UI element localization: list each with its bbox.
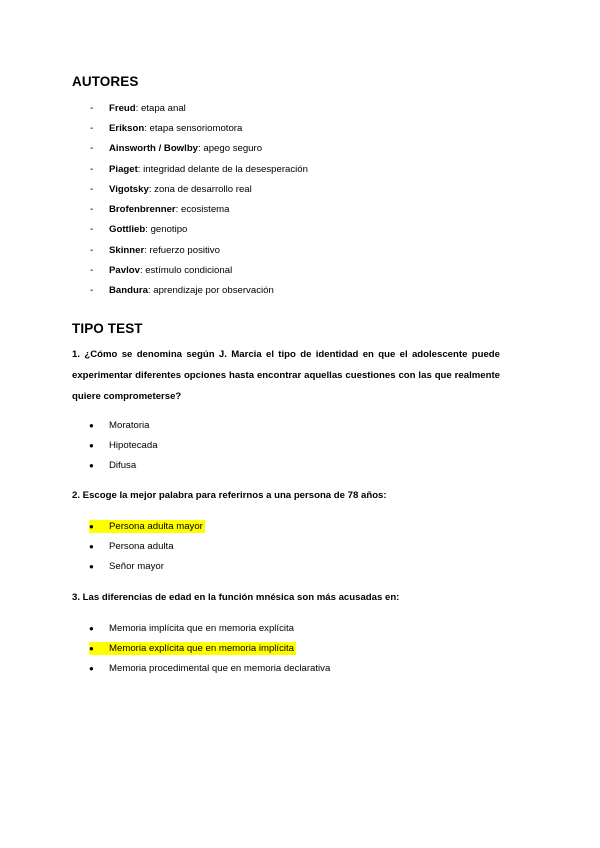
dash-bullet: - [90, 265, 94, 277]
author-name: Bandura [109, 285, 148, 297]
option-item-highlighted [89, 516, 489, 536]
author-separator: : [198, 143, 201, 155]
author-separator: : [147, 285, 151, 297]
question-2-text: 2. Escoge la mejor palabra para referirnos a una persona de 78 años: [72, 490, 387, 501]
author-item [72, 118, 532, 138]
dash-bullet: - [90, 122, 94, 134]
author-separator: : [137, 163, 141, 175]
author-description: aprendizaje por observación [150, 285, 274, 297]
author-name: Gottlieb [109, 224, 146, 236]
author-name: Vigotsky [109, 183, 149, 195]
question-3-text: 3. Las diferencias de edad en la función mnésica son más acusadas en: [72, 592, 400, 603]
author-separator: : [148, 183, 152, 195]
option-label: Señor mayor [109, 561, 164, 573]
author-separator: : [135, 102, 139, 114]
option-item [89, 618, 489, 638]
bullet-icon: ● [89, 461, 94, 471]
option-label: Difusa [109, 460, 137, 472]
bullet-icon: ● [89, 562, 94, 572]
author-description: zona de desarrollo real [151, 183, 252, 195]
bullet-icon: ● [89, 643, 94, 653]
author-description: estímulo condicional [142, 265, 233, 277]
option-item [89, 435, 489, 455]
author-description: genotipo [147, 224, 188, 236]
option-label: Memoria procedimental que en memoria declarativa [109, 663, 331, 675]
option-item-highlighted [89, 638, 489, 658]
author-name: Pavlov [109, 265, 140, 277]
author-item [72, 281, 532, 301]
option-item [89, 536, 489, 556]
author-description: integridad delante de la desesperación [140, 163, 308, 175]
option-label: Persona adulta mayor [109, 520, 203, 532]
bullet-icon: ● [89, 440, 94, 450]
dash-bullet: - [90, 143, 94, 155]
author-name: Skinner [109, 244, 145, 256]
author-item [72, 98, 532, 118]
highlight-mark [89, 520, 205, 533]
author-item [72, 159, 532, 179]
dash-bullet: - [90, 244, 94, 256]
dash-bullet: - [90, 285, 94, 297]
test-heading: TIPO TEST [72, 321, 143, 336]
option-label: Hipotecada [109, 439, 158, 451]
author-description: apego seguro [200, 143, 263, 155]
option-item [89, 659, 489, 679]
author-item [72, 220, 532, 240]
bullet-icon: ● [89, 521, 94, 531]
author-description: etapa sensoriomotora [146, 122, 243, 134]
question-1-options [89, 415, 489, 476]
question-3-options [89, 618, 489, 679]
dash-bullet: - [90, 204, 94, 216]
author-name: Brofenbrenner [109, 204, 176, 216]
bullet-icon: ● [89, 664, 94, 674]
option-item [89, 415, 489, 435]
bullet-icon: ● [89, 623, 94, 633]
author-separator: : [145, 224, 148, 236]
author-description: etapa anal [138, 102, 186, 114]
bullet-icon: ● [89, 420, 94, 430]
author-name: Ainsworth / Bowlby [109, 143, 199, 155]
author-separator: : [175, 204, 179, 216]
question-1-text: 1. ¿Cómo se denomina según J. Marcia el tipo de identidad en que el adolescente puede experimentar diferentes opciones hasta encontrar aquellas cuestiones con las que realmente quiere comprometerse? [72, 349, 500, 402]
author-separator: : [139, 265, 143, 277]
option-item [89, 456, 489, 476]
author-description: ecosistema [178, 204, 230, 216]
option-label: Persona adulta [109, 540, 174, 552]
option-label: Memoria explícita que en memoria implícita [109, 642, 295, 654]
author-separator: : [144, 122, 147, 134]
question-2-options [89, 516, 489, 577]
dash-bullet: - [90, 183, 94, 195]
author-item [72, 199, 532, 219]
dash-bullet: - [90, 163, 94, 175]
author-item [72, 240, 532, 260]
dash-bullet: - [90, 102, 94, 114]
authors-list [72, 98, 532, 301]
dash-bullet: - [90, 224, 94, 236]
author-item [72, 260, 532, 280]
author-name: Freud [109, 102, 136, 114]
option-label: Memoria implícita que en memoria explícita [109, 622, 295, 634]
author-item [72, 139, 532, 159]
author-name: Piaget [109, 163, 138, 175]
author-item [72, 179, 532, 199]
author-separator: : [144, 244, 147, 256]
author-description: refuerzo positivo [146, 244, 220, 256]
option-label: Moratoria [109, 419, 150, 431]
option-item [89, 557, 489, 577]
authors-heading: AUTORES [72, 74, 139, 89]
highlight-mark [89, 642, 296, 655]
author-name: Erikson [109, 122, 145, 134]
bullet-icon: ● [89, 541, 94, 551]
